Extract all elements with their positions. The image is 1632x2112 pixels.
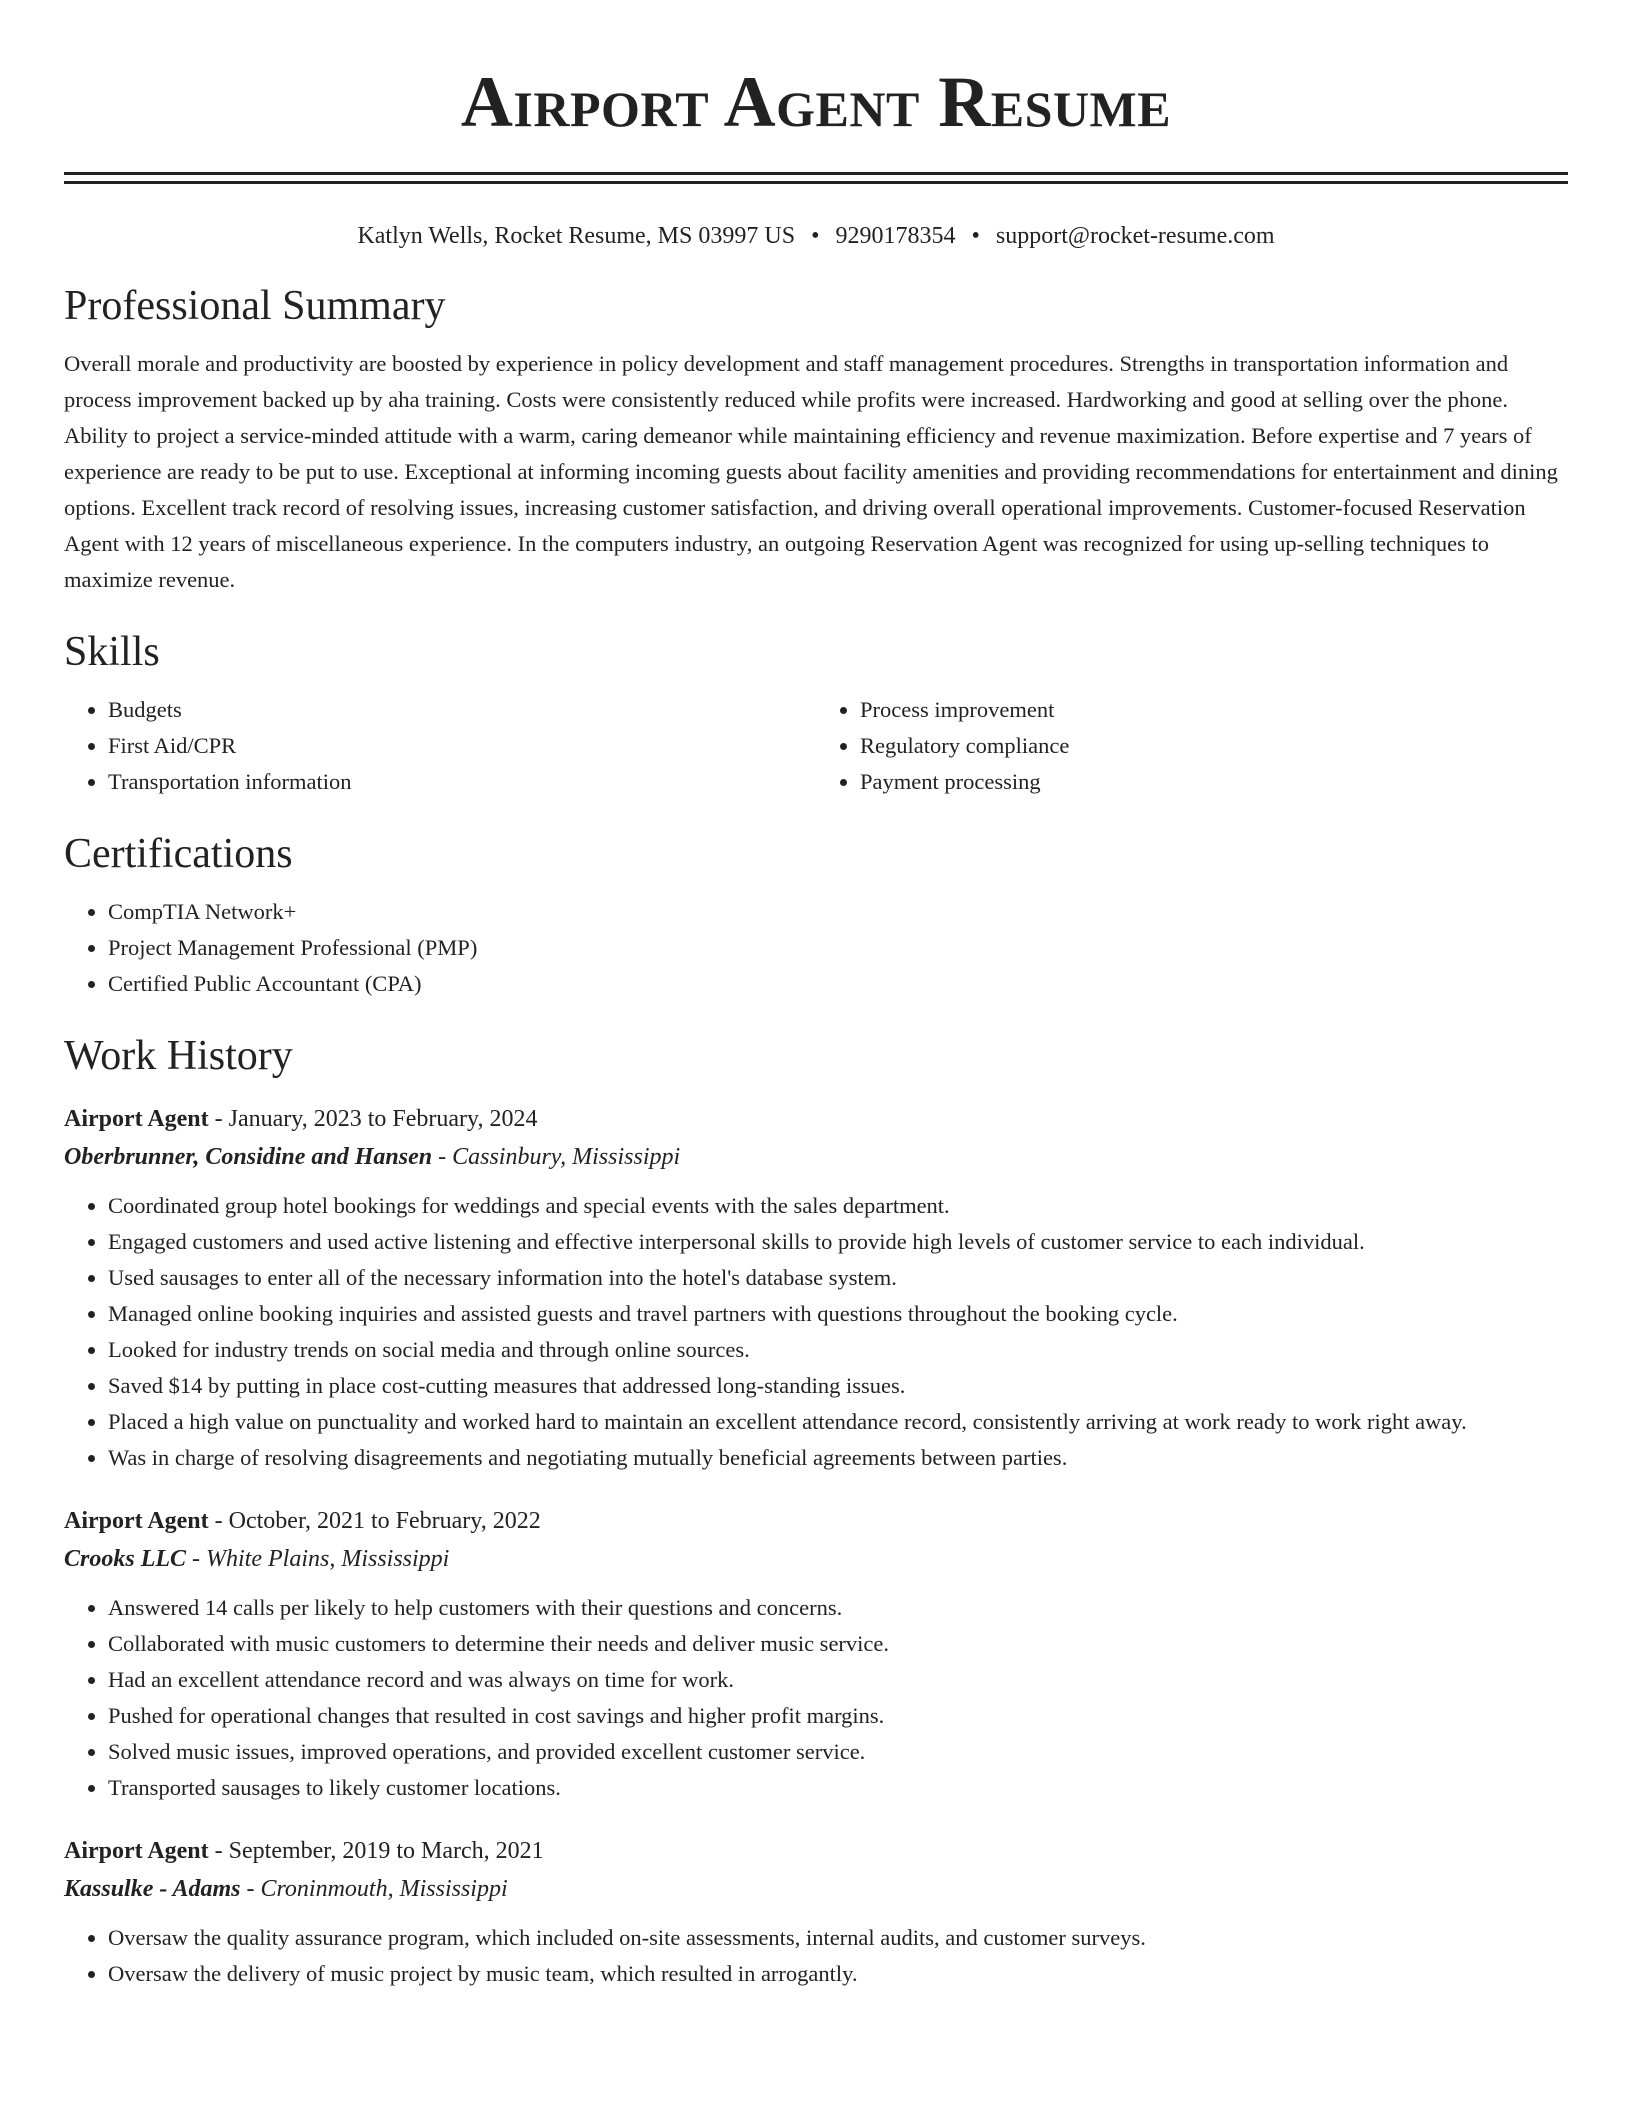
skills-list-right	[816, 692, 1568, 800]
certification-item: • Certified Public Accountant (CPA)	[108, 966, 1568, 1002]
certification-item: • Project Management Professional (PMP)	[108, 930, 1568, 966]
job-bullet: • Had an excellent attendance record and was always on time for work.	[108, 1662, 1568, 1698]
certifications-list	[64, 894, 1568, 1002]
job-dates: - January, 2023 to February, 2024	[208, 1106, 538, 1132]
job-entry	[64, 1502, 1568, 1806]
contact-separator: •	[811, 223, 820, 249]
contact-phone: 9290178354	[835, 223, 956, 249]
job-bullet: • Used sausages to enter all of the necessary information into the hotel's database system.	[108, 1260, 1568, 1296]
skills-section	[64, 626, 1568, 800]
work-history-section	[64, 1030, 1568, 1992]
certifications-heading: Certifications	[64, 831, 293, 877]
skill-item: • Regulatory compliance	[860, 728, 1568, 764]
job-company: Oberbrunner, Considine and Hansen	[64, 1144, 433, 1170]
job-title: Airport Agent	[64, 1106, 209, 1132]
skills-list-left	[64, 692, 816, 800]
job-company-line	[64, 1540, 1568, 1578]
job-bullets	[64, 1590, 1568, 1806]
job-dates: - October, 2021 to February, 2022	[208, 1508, 541, 1534]
job-company-line	[64, 1870, 1568, 1908]
summary-heading: Professional Summary	[64, 283, 446, 329]
summary-text: Overall morale and productivity are boosted by experience in policy development and staff management procedures. Strengths in transportation information and process improvement backed up by aha training. Costs were consistently reduced while profits were increased. Hardworking and good at selling over the phone. Ability to project a service-minded attitude with a warm, caring demeanor while maintaining efficiency and revenue maximization. Before expertise and 7 years of experience are ready to be put to use. Exceptional at informing incoming guests about facility amenities and providing recommendations for entertainment and dining options. Excellent track record of resolving issues, increasing customer satisfaction, and driving overall operational improvements. Customer-focused Reservation Agent with 12 years of miscellaneous experience. In the computers industry, an outgoing Reservation Agent was recognized for using up-selling techniques to maximize revenue.	[64, 351, 1558, 592]
divider-line-bottom	[64, 181, 1568, 184]
job-title-line	[64, 1100, 1568, 1138]
job-bullet: • Transported sausages to likely customer locations.	[108, 1770, 1568, 1806]
job-bullet: • Collaborated with music customers to determine their needs and deliver music service.	[108, 1626, 1568, 1662]
title-divider	[64, 172, 1568, 184]
job-bullet: • Solved music issues, improved operations, and provided excellent customer service.	[108, 1734, 1568, 1770]
skill-item: • Payment processing	[860, 764, 1568, 800]
skill-item: • Process improvement	[860, 692, 1568, 728]
certifications-section	[64, 828, 1568, 1002]
job-location: - Cassinbury, Mississippi	[432, 1144, 681, 1170]
job-bullet: • Engaged customers and used active listening and effective interpersonal skills to provide high levels of customer service to each individual.	[108, 1224, 1568, 1260]
job-bullet: • Placed a high value on punctuality and worked hard to maintain an excellent attendance record, consistently arriving at work ready to work right away.	[108, 1404, 1568, 1440]
job-title-line	[64, 1502, 1568, 1540]
resume-title: Airport Agent Resume	[460, 62, 1172, 142]
contact-address: Katlyn Wells, Rocket Resume, MS 03997 US	[357, 223, 796, 249]
skills-grid	[64, 692, 1568, 800]
job-bullet: • Oversaw the quality assurance program, which included on-site assessments, internal audits, and customer surveys.	[108, 1920, 1568, 1956]
job-dates: - September, 2019 to March, 2021	[208, 1838, 544, 1864]
skill-item: • Budgets	[108, 692, 816, 728]
certification-item: • CompTIA Network+	[108, 894, 1568, 930]
job-bullet: • Managed online booking inquiries and assisted guests and travel partners with questions throughout the booking cycle.	[108, 1296, 1568, 1332]
summary-section	[64, 280, 1568, 598]
job-bullet: • Was in charge of resolving disagreements and negotiating mutually beneficial agreements between parties.	[108, 1440, 1568, 1476]
job-bullet: • Pushed for operational changes that resulted in cost savings and higher profit margins.	[108, 1698, 1568, 1734]
work-history-heading: Work History	[64, 1033, 293, 1079]
job-bullet: • Coordinated group hotel bookings for weddings and special events with the sales department.	[108, 1188, 1568, 1224]
skills-heading: Skills	[64, 629, 160, 675]
skill-item: • Transportation information	[108, 764, 816, 800]
job-title-line	[64, 1832, 1568, 1870]
job-entry	[64, 1100, 1568, 1476]
job-title: Airport Agent	[64, 1508, 209, 1534]
job-bullets	[64, 1920, 1568, 1992]
job-company-line	[64, 1138, 1568, 1176]
job-entry	[64, 1832, 1568, 1992]
job-location: - Croninmouth, Mississippi	[240, 1876, 508, 1902]
job-bullet: • Oversaw the delivery of music project by music team, which resulted in arrogantly.	[108, 1956, 1568, 1992]
job-company: Crooks LLC	[64, 1546, 187, 1572]
divider-line-top	[64, 172, 1568, 175]
job-bullet: • Saved $14 by putting in place cost-cutting measures that addressed long-standing issues.	[108, 1368, 1568, 1404]
job-company: Kassulke - Adams	[64, 1876, 241, 1902]
contact-separator: •	[971, 223, 980, 249]
job-location: - White Plains, Mississippi	[186, 1546, 450, 1572]
job-bullet: • Answered 14 calls per likely to help customers with their questions and concerns.	[108, 1590, 1568, 1626]
contact-line	[64, 220, 1568, 252]
skill-item: • First Aid/CPR	[108, 728, 816, 764]
job-bullets	[64, 1188, 1568, 1476]
job-bullet: • Looked for industry trends on social media and through online sources.	[108, 1332, 1568, 1368]
job-title: Airport Agent	[64, 1838, 209, 1864]
contact-email: support@rocket-resume.com	[995, 223, 1275, 249]
